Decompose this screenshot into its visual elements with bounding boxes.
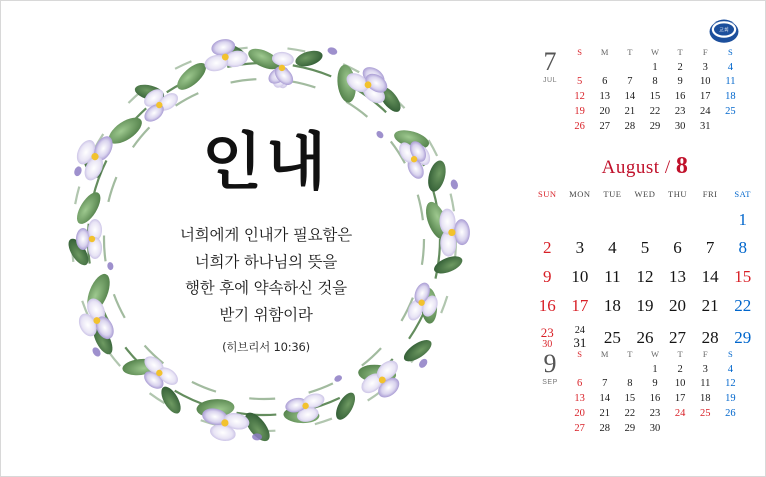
day-cell: 7 — [627, 76, 633, 88]
title-separator: / — [664, 157, 671, 178]
day-cell: 12 — [725, 378, 736, 390]
table-row — [531, 234, 759, 263]
day-cell: 11 — [725, 76, 736, 88]
august-table — [531, 188, 759, 356]
august-weekday-row — [531, 188, 759, 205]
day-number: 23 — [540, 324, 554, 340]
day-cell: 8 — [627, 378, 633, 390]
weekday-header: S — [577, 349, 582, 359]
weekday-header: T — [627, 47, 633, 57]
day-cell: 19 — [636, 296, 654, 316]
calendar-column — [525, 1, 766, 477]
month-name: August — [601, 157, 660, 178]
day-cell: 10 — [700, 76, 711, 88]
weekday-header: MON — [569, 189, 591, 199]
table-row — [567, 391, 743, 406]
table-row — [531, 205, 759, 234]
day-cell — [718, 421, 743, 436]
mini-calendar-july — [533, 47, 749, 134]
day-cell: 13 — [574, 393, 585, 405]
table-row — [567, 362, 743, 377]
day-cell: 26 — [636, 328, 654, 348]
day-cell — [693, 421, 718, 436]
day-cell — [668, 421, 693, 436]
mini-september-abbr: SEP — [542, 379, 558, 386]
day-cell: 27 — [574, 422, 585, 434]
table-row — [567, 406, 743, 421]
mini-september-weekday-row — [567, 349, 743, 362]
mini-september-number: 9 — [543, 349, 557, 378]
day-cell-holiday: 15 — [734, 267, 752, 287]
day-cell: 20 — [574, 407, 585, 419]
day-cell: 9 — [677, 76, 683, 88]
day-cell: 11 — [700, 378, 711, 390]
weekday-header: T — [677, 47, 683, 57]
mini-july-number: 7 — [543, 47, 557, 76]
day-cell: 21 — [599, 407, 610, 419]
day-cell-holiday: 17 — [571, 296, 589, 316]
day-cell: 25 — [603, 328, 621, 348]
weekday-header: W — [650, 349, 659, 359]
table-row — [567, 119, 743, 134]
day-cell: 29 — [649, 120, 661, 132]
mini-july-table — [567, 47, 743, 134]
verse-line-3: 행한 후에 약속하신 것을 — [185, 279, 347, 298]
table-row — [567, 60, 743, 75]
day-cell — [694, 205, 727, 234]
day-cell: 2 — [543, 238, 552, 258]
day-cell: 15 — [649, 91, 661, 103]
day-cell: 29 — [734, 328, 752, 348]
day-cell: 14 — [624, 91, 636, 103]
verse-line-2: 너희가 하나님의 뜻을 — [194, 252, 338, 271]
table-row — [567, 89, 743, 104]
day-cell: 13 — [599, 91, 610, 103]
day-cell: 1 — [652, 363, 658, 375]
weekday-header: S — [728, 349, 733, 359]
day-cell: 28 — [701, 328, 719, 348]
weekday-header: TUE — [603, 189, 622, 199]
weekday-header: M — [600, 349, 609, 359]
publisher-logo-icon — [707, 15, 741, 45]
mini-july-weekday-row — [567, 47, 743, 60]
day-cell: 18 — [725, 91, 736, 103]
day-cell: 9 — [652, 378, 658, 390]
day-cell: 1 — [738, 209, 747, 229]
mini-calendar-september — [533, 349, 749, 436]
weekday-header: THU — [668, 189, 688, 199]
day-cell: 20 — [669, 296, 687, 316]
weekday-header: M — [600, 47, 609, 57]
day-cell — [661, 205, 694, 234]
day-cell: 27 — [599, 120, 610, 132]
page-title: 인내 — [202, 125, 330, 198]
day-cell: 18 — [603, 296, 621, 316]
day-cell: 5 — [576, 76, 583, 88]
weekday-header: SAT — [734, 189, 751, 199]
day-cell: 23 — [649, 407, 661, 419]
day-cell: 24 — [700, 105, 711, 117]
day-cell: 20 — [599, 105, 610, 117]
day-cell-holiday: 25 — [700, 407, 711, 419]
day-number: 31 — [573, 335, 587, 351]
weekday-header: T — [627, 349, 633, 359]
day-cell: 25 — [725, 105, 736, 117]
day-cell — [592, 60, 617, 75]
day-cell: 6 — [673, 238, 682, 258]
day-cell: 16 — [538, 296, 556, 316]
table-row — [567, 377, 743, 392]
day-cell: 30 — [674, 120, 686, 132]
verse-line-1: 너희에게 인내가 필요함은 — [180, 226, 352, 245]
weekday-header: FRI — [702, 189, 718, 199]
weekday-header: W — [650, 47, 659, 57]
day-cell: 29 — [624, 422, 636, 434]
day-cell: 31 — [700, 120, 711, 132]
day-cell — [531, 205, 564, 234]
day-cell-holiday: 24 — [674, 407, 686, 419]
day-cell: 7 — [705, 238, 715, 258]
table-row — [531, 263, 759, 292]
weekday-header: T — [677, 349, 683, 359]
day-cell: 22 — [734, 296, 752, 316]
day-cell: 17 — [674, 393, 686, 405]
svg-text:교회: 교회 — [719, 27, 729, 34]
artwork-panel — [1, 1, 521, 477]
day-cell: 1 — [652, 61, 658, 73]
day-cell: 8 — [738, 238, 747, 258]
day-cell: 8 — [652, 76, 658, 88]
day-cell — [617, 60, 642, 75]
verse-line-4: 받기 위함이라 — [219, 306, 313, 325]
day-number: 24 — [574, 324, 585, 336]
day-cell: 16 — [649, 393, 661, 405]
day-cell: 2 — [677, 363, 683, 375]
day-cell — [564, 205, 597, 234]
day-cell: 19 — [725, 393, 736, 405]
day-cell: 2 — [677, 61, 683, 73]
day-cell: 12 — [574, 91, 585, 103]
day-cell: 4 — [727, 61, 734, 73]
table-row — [567, 75, 743, 90]
day-cell: 9 — [543, 267, 552, 287]
mini-july-abbr: JUL — [543, 77, 557, 84]
weekday-header: WED — [634, 189, 656, 199]
weekday-header: SUN — [538, 189, 557, 199]
day-cell: 10 — [571, 267, 589, 287]
mini-september-label — [533, 349, 567, 386]
day-cell: 22 — [624, 407, 636, 419]
day-cell: 14 — [701, 267, 719, 287]
day-cell: 26 — [574, 120, 585, 132]
day-cell: 17 — [700, 91, 711, 103]
day-cell: 11 — [604, 267, 621, 287]
main-calendar-august — [531, 153, 759, 356]
day-cell: 22 — [649, 105, 661, 117]
day-cell: 23 — [674, 105, 686, 117]
day-cell: 21 — [701, 296, 719, 316]
day-cell: 4 — [608, 238, 617, 258]
day-cell: 28 — [624, 120, 636, 132]
day-cell — [567, 362, 592, 377]
day-cell — [596, 205, 629, 234]
day-cell — [567, 60, 592, 75]
day-cell: 21 — [624, 105, 636, 117]
table-row — [531, 292, 759, 321]
day-cell: 5 — [640, 238, 650, 258]
day-cell: 10 — [674, 378, 686, 390]
day-cell — [617, 362, 642, 377]
day-cell: 28 — [599, 422, 610, 434]
table-row — [567, 421, 743, 436]
day-cell: 16 — [674, 91, 686, 103]
day-cell: 18 — [700, 393, 711, 405]
day-cell: 7 — [602, 378, 608, 390]
day-cell: 26 — [725, 407, 736, 419]
day-cell: 27 — [669, 328, 687, 348]
day-cell: 12 — [636, 267, 654, 287]
day-cell — [629, 205, 662, 234]
mini-july-label — [533, 47, 567, 84]
day-cell: 3 — [575, 238, 585, 258]
month-number: 8 — [675, 153, 689, 179]
day-cell: 30 — [649, 422, 661, 434]
weekday-header: F — [702, 47, 708, 57]
verse-reference: (히브리서 10:36) — [222, 339, 310, 354]
day-cell: 14 — [599, 393, 610, 405]
day-cell: 6 — [576, 378, 583, 390]
day-number: 30 — [542, 338, 553, 350]
day-cell: 15 — [624, 393, 636, 405]
day-cell — [592, 362, 617, 377]
day-cell: 19 — [574, 105, 585, 117]
day-cell: 3 — [702, 61, 708, 73]
weekday-header: F — [702, 349, 708, 359]
month-title — [531, 153, 759, 180]
day-cell: 6 — [602, 76, 608, 88]
day-cell: 4 — [727, 363, 734, 375]
table-row — [567, 104, 743, 119]
mini-september-table — [567, 349, 743, 436]
verse-block — [121, 125, 411, 355]
day-cell: 13 — [669, 267, 687, 287]
day-cell: 3 — [702, 363, 708, 375]
weekday-header: S — [728, 47, 733, 57]
day-cell — [718, 119, 743, 134]
weekday-header: S — [577, 47, 582, 57]
